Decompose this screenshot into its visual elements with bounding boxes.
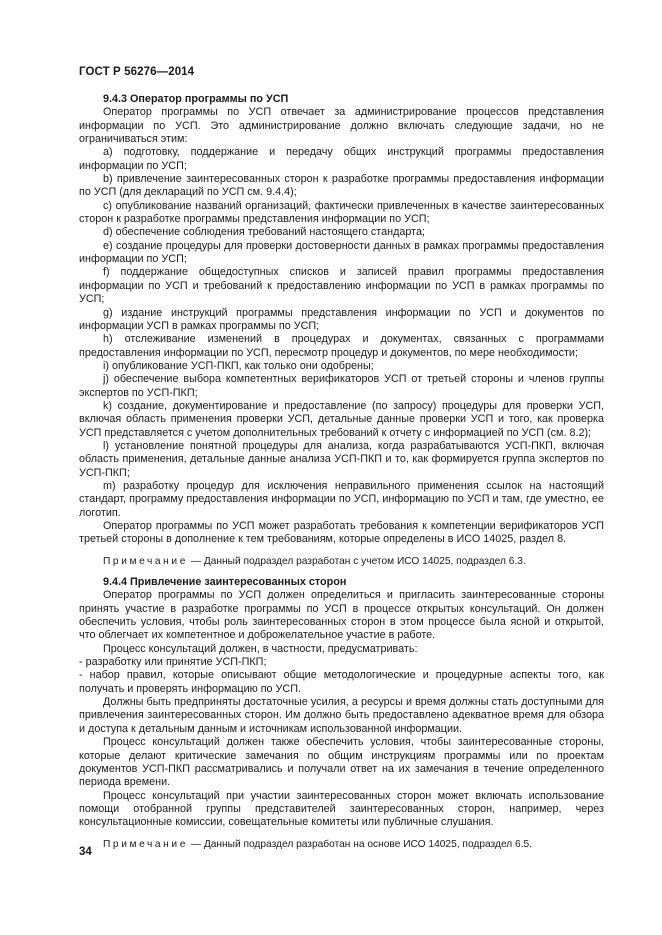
note-text: — Данный подраздел разработан с учетом ИСО 14025, подраздел 6.3. [187,555,526,567]
list-item-k: k) создание, документирование и предоставление (по запросу) процедуры для проверки УСП, включая область применения проверки УСП, детальные данные проверки УСП и того, как проверка УСП представляется с учетом дополнительных требований к отчету с информацией по УСП (см. 8.2); [79,399,604,439]
list-item-j: j) обеспечение выбора компетентных верификаторов УСП от третьей стороны и членов группы экспертов по УСП-ПКП; [79,373,604,399]
note-text: — Данный подраздел разработан на основе ИСО 14025, подраздел 6.5. [187,838,533,850]
dash-list-item-2: - набор правил, которые описывают общие методологические и процедурные аспекты того, как получать и проверять информацию по УСП. [79,669,604,695]
note-label: Примечание [103,838,188,850]
list-item-g: g) издание инструкций программы представления информации по УСП и документов по информации УСП в рамках программы по УСП; [79,306,604,332]
section-heading-9-4-4: 9.4.4 Привлечение заинтересованных сторон [103,576,347,589]
list-item-c: c) опубликование названий организаций, фактически привлеченных в качестве заинтересованных сторон к разработке программы представления информации по УСП; [79,199,604,226]
list-item-b: b) привлечение заинтересованных сторон к разработке программы предоставления информации по УСП (для деклараций по УСП см. 9.4.4); [79,173,604,199]
section-9-4-4-paragraph-5: Процесс консультаций при участии заинтересованных сторон может включать использование помощи отобранной группы представителей заинтересованных сторон, например, через консультационные комиссии, совещательные комитеты или публичные слушания. [79,789,604,829]
section-9-4-3-intro: Оператор программы по УСП отвечает за администрирование процессов представления информации по УСП. Это администрирование должно включать следующие задачи, но не ограничиваться этим: [79,106,604,146]
section-9-4-4-paragraph-1: Оператор программы по УСП должен определиться и пригласить заинтересованные стороны принять участие в разработке программы по УСП в процессе открытых консультаций. Он должен обеспечить условия, чтобы роль заинтересованных сторон в этом процессе была ясной и открытой, что облегчает их компетентное и доброжелательное участие в работе. [79,589,604,642]
note-label: Примечание [103,555,188,567]
list-item-i: i) опубликование УСП-ПКП, как только они одобрены; [103,359,374,372]
section-9-4-4-paragraph-3: Должны быть предприняты достаточные усилия, а ресурсы и время должны стать доступными для привлечения заинтересованных сторон. Им должно быть предоставлено адекватное время для обзора и доступа к детальным данным и источникам использованной информации. [79,696,604,735]
list-item-l: l) установление понятной процедуры для анализа, когда разрабатываются УСП-ПКП, включая область применения, детальные данные анализа УСП-ПКП и то, как формируется группа экспертов по УСП-ПКП; [79,439,604,479]
note-9-4-3 [79,555,604,568]
page-content [79,93,604,851]
dash-list-item-1: - разработку или принятие УСП-ПКП; [79,656,267,669]
section-9-4-4-paragraph-4: Процесс консультаций должен также обеспечить условия, чтобы заинтересованные стороны, которые делают критические замечания по общим инструкциям программы или по проектам документов УСП-ПКП рассматривались и получали ответ на их замечания в течение определенного периода времени. [79,736,604,789]
list-item-a: a) подготовку, поддержание и передачу общих инструкций программы предоставления информации по УСП; [79,146,604,172]
standard-code-header: ГОСТ Р 56276—2014 [79,66,195,78]
list-item-e: e) создание процедуры для проверки достоверности данных в рамках программы предоставления информации по УСП; [79,239,604,266]
list-item-m: m) разработку процедур для исключения неправильного применения ссылок на настоящий стандарт, программу предоставления информации по УСП, информацию по УСП и там, где уместно, ее логотип. [79,479,604,519]
section-9-4-4-paragraph-2: Процесс консультаций должен, в частности, предусматривать: [103,642,418,655]
page-number: 34 [79,846,92,858]
section-9-4-3-closing: Оператор программы по УСП может разработать требования к компетенции верификаторов УСП третьей стороны в дополнение к тем требованиям, которые определены в ИСО 14025, раздел 8. [79,520,604,546]
list-item-d: d) обеспечение соблюдения требований настоящего стандарта; [103,226,425,239]
note-9-4-4 [79,838,604,851]
list-item-f: f) поддержание общедоступных списков и записей правил программы предоставления информации по УСП и требований к предоставлению информации по УСП в рамках программы по УСП; [79,266,604,306]
section-heading-9-4-3: 9.4.3 Оператор программы по УСП [103,93,289,105]
list-item-h: h) отслеживание изменений в процедурах и документах, связанных с программами предоставления информации по УСП, пересмотр процедур и документов, по мере необходимости; [79,333,604,359]
